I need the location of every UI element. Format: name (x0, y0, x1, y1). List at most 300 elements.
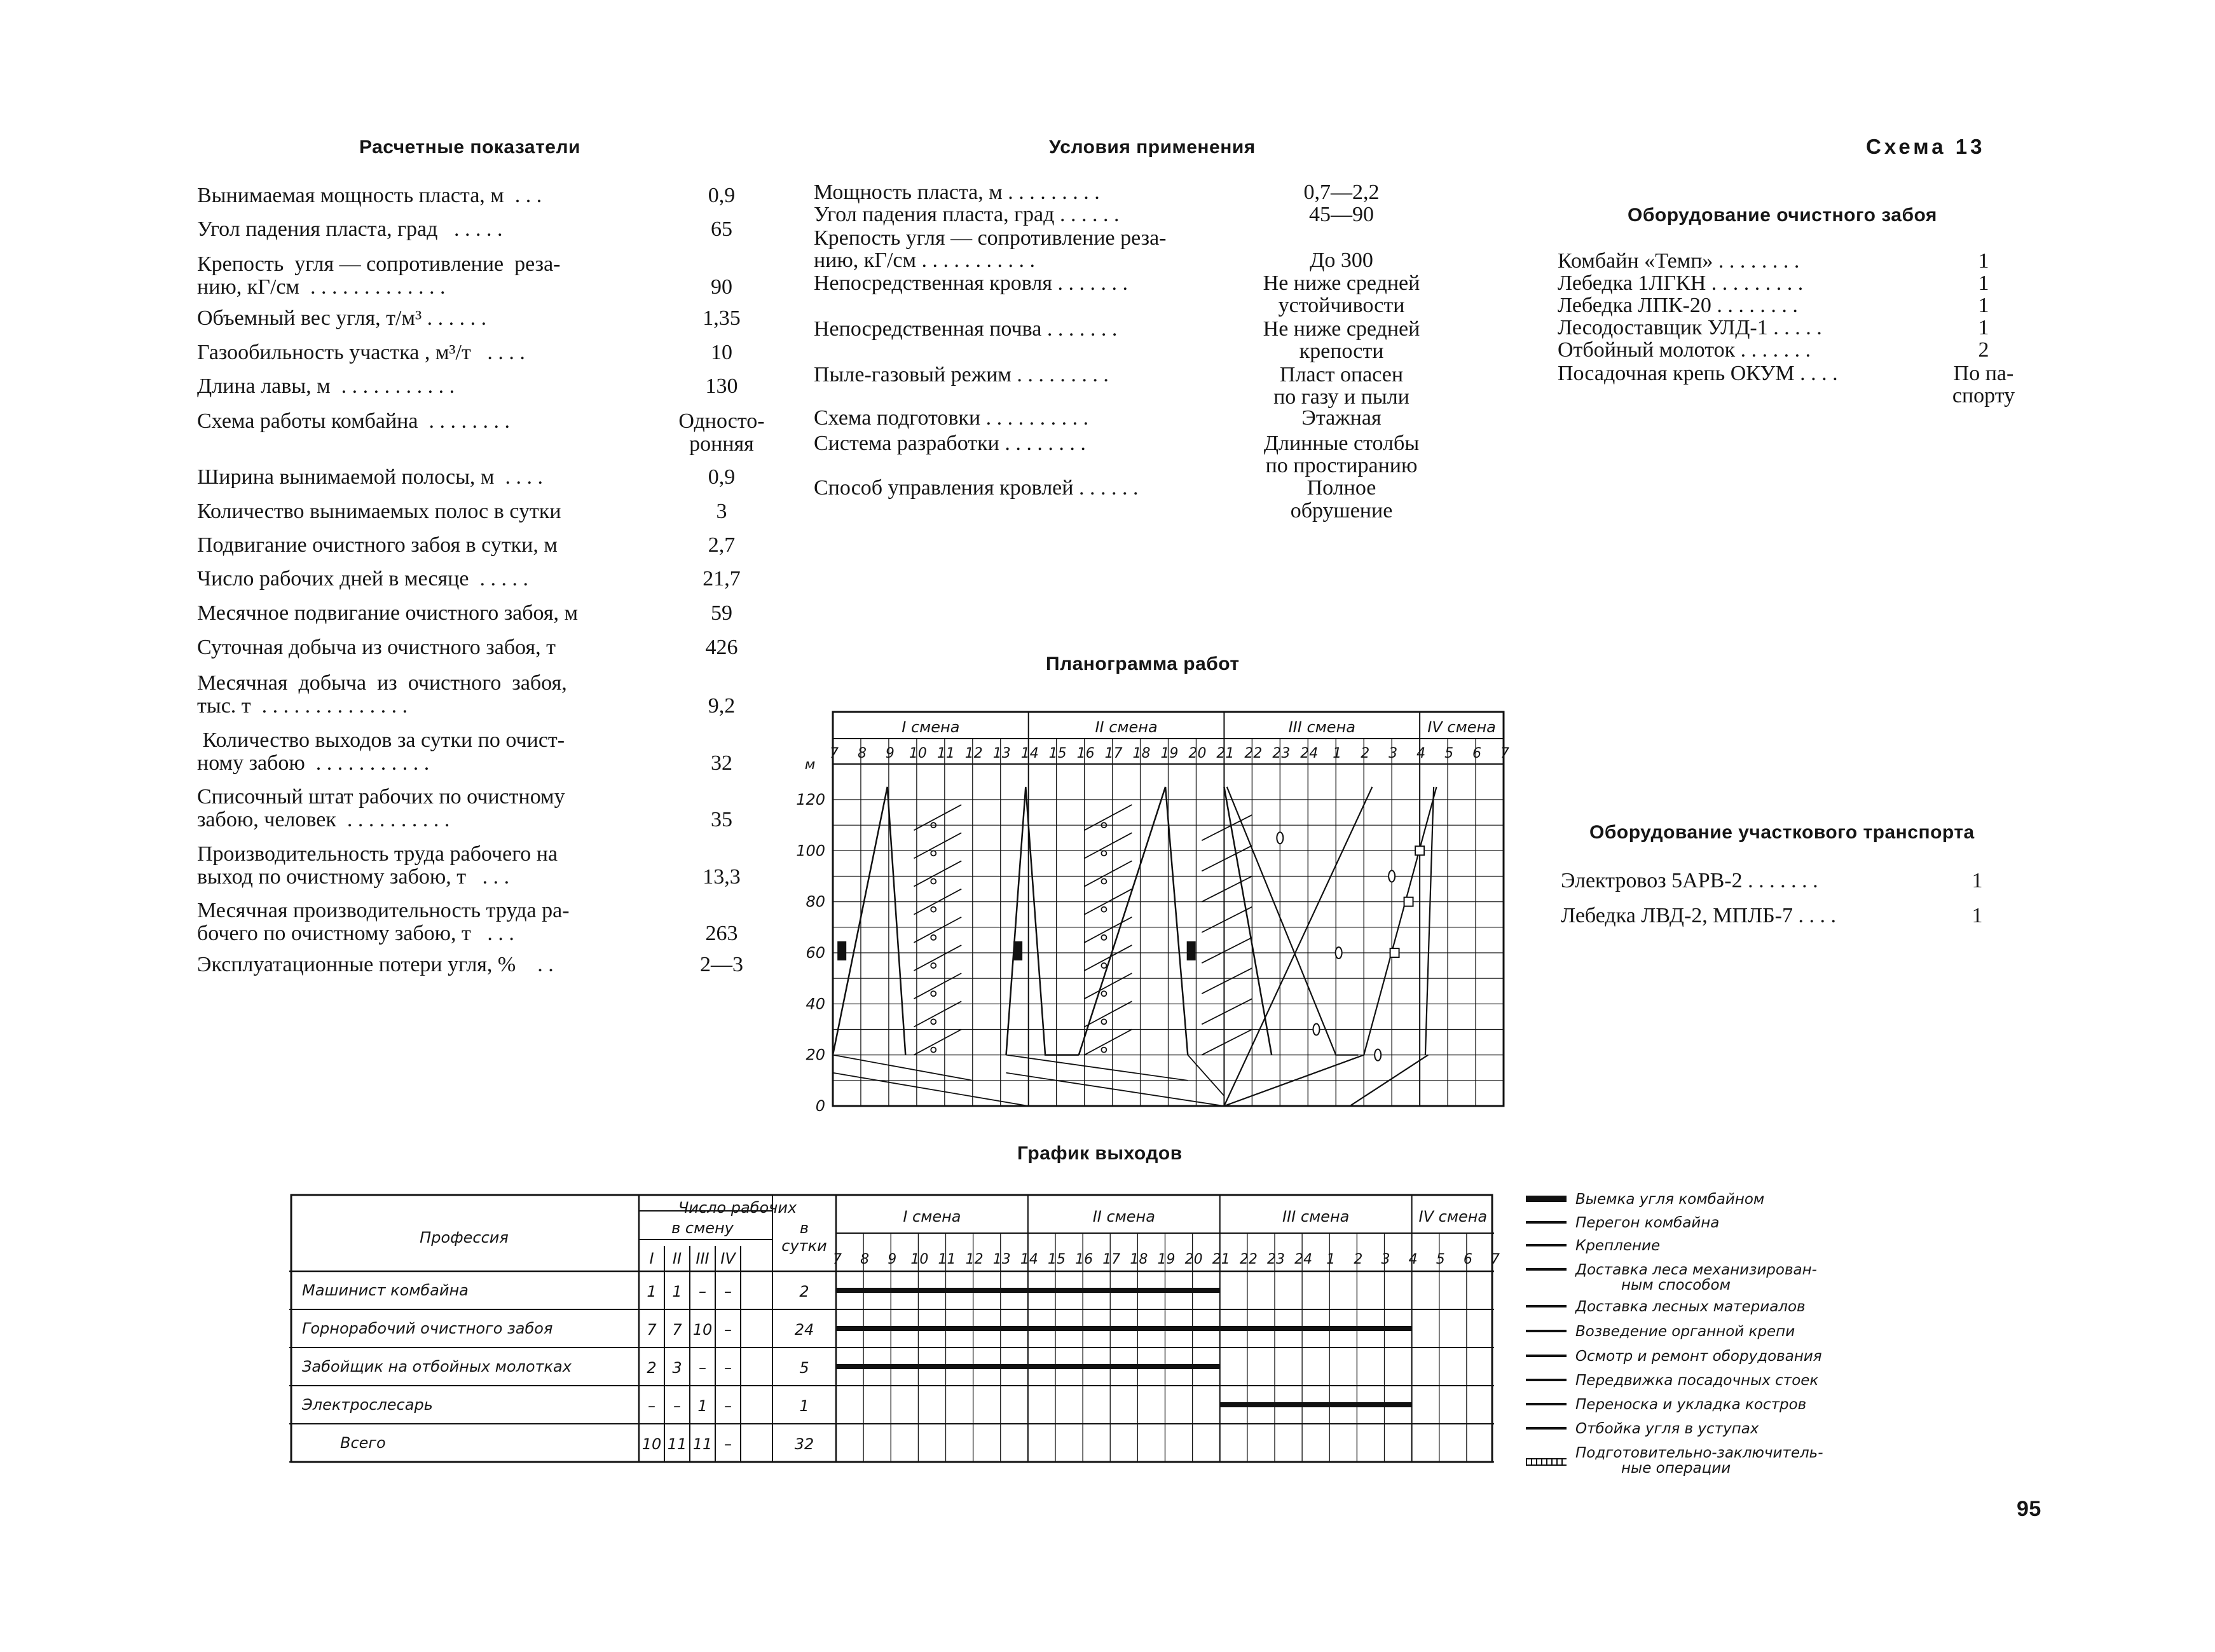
face_equipment-row (1558, 339, 2015, 361)
conditions-row (814, 181, 1424, 203)
workers-header: Число рабочих (678, 1199, 797, 1217)
profession-cell: Машинист комбайна (302, 1281, 469, 1299)
inspection-line (1425, 787, 1434, 1055)
planogram-hour-label: 24 (1300, 746, 1319, 761)
planogram-hour-label: 8 (857, 746, 867, 761)
conditions-row (814, 364, 1424, 408)
calc-value: 2,7 (708, 533, 736, 557)
conditions-label-cont: нию, кГ/см . . . . . . . . . . . (814, 249, 1036, 272)
planogram-y-unit: м (804, 757, 816, 773)
conditions-value: Длинные столбы (1263, 432, 1420, 455)
support-circle (931, 850, 936, 856)
schedule-hour-label: 9 (888, 1252, 897, 1267)
shift-count-cell: – (724, 1435, 732, 1453)
planogram-hour-label: 20 (1188, 746, 1207, 761)
prop-move-icon (1526, 1379, 1567, 1381)
schedule-shift-label: III смена (1282, 1208, 1350, 1225)
support-step (1202, 968, 1252, 993)
face_equipment-value: 1 (1978, 316, 1989, 339)
conditions-value-cont: крепости (1299, 339, 1384, 363)
conditions-value-cont: по газу и пыли (1273, 385, 1409, 409)
shift-col-header: III (696, 1250, 710, 1267)
combine-move-1 (1006, 787, 1026, 1055)
shift-col-header: II (672, 1250, 682, 1267)
calc-label: Длина лавы, м . . . . . . . . . . . (197, 374, 455, 398)
day-count-cell: 32 (794, 1435, 814, 1453)
support-circle (1101, 1048, 1106, 1053)
calc-row (197, 466, 782, 489)
legend-text: Доставка леса механизирован- (1575, 1262, 1817, 1278)
conditions-label: Крепость угля — сопротивление реза- (814, 226, 1167, 250)
ledge-line (833, 1073, 1029, 1106)
support-step (1202, 907, 1252, 932)
calc-value: 32 (711, 751, 732, 775)
profession-cell: Электрослесарь (302, 1396, 433, 1414)
support-step (1085, 805, 1132, 830)
combine-marker (1187, 941, 1196, 960)
schedule-hour-label: 13 (992, 1252, 1011, 1267)
legend-text: Перегон комбайна (1575, 1215, 1720, 1231)
crib-move-icon (1526, 1403, 1567, 1405)
face-equipment-title: Оборудование очистного забоя (1628, 205, 1937, 226)
calc-label: Списочный штат рабочих по очистному (197, 785, 565, 809)
planogram-y-tick: 100 (796, 842, 825, 860)
profession-cell: Горнорабочий очистного забоя (302, 1320, 553, 1337)
calc-label-cont: тыс. т . . . . . . . . . . . . . . (197, 694, 408, 718)
day-count-cell: 24 (794, 1321, 814, 1339)
legend-text: Подготовительно-заключитель- (1575, 1445, 1823, 1461)
combine-cycle-3 (1224, 787, 1272, 1055)
profession-cell: Всего (340, 1434, 386, 1452)
face_equipment-label: Отбойный молоток . . . . . . . (1558, 338, 1811, 362)
mech-timber-delivery-icon (1526, 1268, 1567, 1271)
support-icon (1526, 1244, 1567, 1246)
shift-count-cell: 3 (672, 1359, 682, 1377)
combine-excavation-icon (1526, 1196, 1567, 1202)
planogram-title: Планограмма работ (1046, 653, 1240, 674)
calc-row (197, 636, 782, 659)
legend-text: Крепление (1575, 1238, 1661, 1254)
support-circle (1101, 907, 1106, 912)
calc-value: 10 (711, 341, 732, 364)
support-step (1202, 845, 1252, 871)
support-step (914, 805, 961, 830)
schedule-table (289, 1182, 1500, 1475)
legend-text: Передвижка посадочных стоек (1575, 1372, 1819, 1389)
schedule-hour-label: 19 (1157, 1252, 1176, 1267)
planogram-hour-label: 16 (1076, 746, 1095, 761)
planogram-hour-label: 11 (936, 746, 955, 761)
transport_equipment-row (1561, 870, 2012, 892)
calc-row (197, 899, 782, 945)
conditions-value: 45—90 (1309, 203, 1374, 226)
planogram-y-tick: 20 (806, 1046, 825, 1064)
calc-value: 3 (716, 500, 727, 523)
transport_equipment-value: 1 (1972, 904, 1983, 927)
schedule-hour-label: 20 (1184, 1252, 1203, 1267)
calc-row (197, 568, 782, 590)
support-step (914, 1030, 961, 1055)
legend-text: Отбойка угля в уступах (1575, 1421, 1759, 1437)
calc-label: Объемный вес угля, т/м³ . . . . . . (197, 306, 487, 330)
support-circle (931, 935, 936, 940)
planogram-hour-label: 19 (1160, 746, 1179, 761)
ledge-line (1006, 1073, 1224, 1106)
support-circle (931, 1048, 936, 1053)
conditions-row (814, 407, 1424, 429)
combine-cut-2 (1079, 787, 1165, 1055)
face_equipment-row (1558, 362, 2015, 407)
schedule-hour-label: 17 (1102, 1252, 1121, 1267)
calc-label: Угол падения пласта, град . . . . . (197, 217, 503, 241)
shift-count-cell: – (724, 1283, 732, 1300)
transport_equipment-row (1561, 905, 2012, 927)
support-circle (1101, 991, 1106, 996)
day-count-cell: 2 (799, 1283, 809, 1300)
work-bar (836, 1364, 1220, 1369)
shift-count-cell: – (699, 1283, 706, 1300)
timber-marker (1277, 832, 1283, 843)
prep-final-ops-icon (1526, 1458, 1567, 1466)
profession-cell: Забойщик на отбойных молотках (302, 1358, 572, 1376)
shift-count-cell: 1 (697, 1397, 708, 1415)
calc-row (197, 375, 782, 398)
calc-label: Число рабочих дней в месяце . . . . . (197, 567, 528, 590)
calc-value: 130 (705, 374, 738, 398)
schedule-hour-label: 8 (860, 1252, 870, 1267)
calc-row (197, 843, 782, 889)
face_equipment-row (1558, 250, 2015, 272)
planogram-y-tick: 40 (806, 995, 825, 1013)
support-step (1202, 1030, 1252, 1055)
planogram-shift-label: III смена (1288, 718, 1355, 736)
calc-label: Месячное подвигание очистного забоя, м (197, 601, 579, 625)
support-step (1085, 833, 1132, 858)
planogram-hour-label: 7 (830, 746, 839, 761)
planogram-hour-label: 1 (1333, 746, 1342, 761)
planogram-shift-label: IV смена (1427, 718, 1496, 736)
support-step (1085, 945, 1132, 971)
conditions-label: Непосредственная кровля . . . . . . . (814, 271, 1128, 295)
calc-label: Количество вынимаемых полос в сутки (197, 500, 561, 523)
support-step (1085, 917, 1132, 943)
inspection-icon (1526, 1355, 1567, 1357)
planogram-hour-label: 21 (1216, 746, 1235, 761)
calc-row (197, 672, 782, 718)
face_equipment-label: Посадочная крепь ОКУМ . . . . (1558, 362, 1838, 385)
combine-marker (1013, 941, 1022, 960)
face_equipment-value-cont: спорту (1952, 384, 2015, 407)
support-circle (931, 963, 936, 968)
conditions-value: Этажная (1301, 406, 1382, 430)
support-circle (931, 879, 936, 884)
planogram-hour-label: 5 (1444, 746, 1454, 761)
ledge-breaking-icon (1526, 1427, 1567, 1430)
calc-label-cont: нию, кГ/см . . . . . . . . . . . . . (197, 275, 446, 299)
calc-row (197, 534, 782, 557)
shift-count-cell: 10 (641, 1435, 662, 1453)
conditions-row (814, 432, 1424, 477)
planogram-hour-label: 23 (1272, 746, 1291, 761)
combine-marker (837, 941, 846, 960)
calc-value: Односто- (678, 409, 765, 433)
calc-row (197, 184, 782, 207)
legend-text: Осмотр и ремонт оборудования (1575, 1348, 1822, 1365)
schedule-hour-label: 24 (1294, 1252, 1313, 1267)
shift-count-cell: 11 (692, 1435, 713, 1453)
support-step (1202, 999, 1252, 1024)
face_equipment-value: 1 (1978, 271, 1989, 295)
planogram-hour-label: 15 (1048, 746, 1067, 761)
calc-value: 65 (711, 217, 732, 241)
schedule-hour-label: 2 (1354, 1252, 1363, 1267)
calc-label: Месячная производительность труда ра- (197, 899, 570, 922)
calc-label: Суточная добыча из очистного забоя, т (197, 636, 556, 659)
shift-count-cell: 7 (647, 1321, 657, 1339)
schedule-hour-label: 6 (1463, 1252, 1472, 1267)
face_equipment-value: 1 (1978, 294, 1989, 317)
day-count-cell: 1 (799, 1397, 809, 1415)
support-step (914, 973, 961, 999)
calc-label: Ширина вынимаемой полосы, м . . . . (197, 465, 543, 489)
planogram-hour-label: 9 (885, 746, 895, 761)
schedule-shift-label: IV смена (1418, 1208, 1488, 1225)
shift-count-cell: – (724, 1359, 732, 1377)
shift-count-cell: – (648, 1397, 655, 1415)
schedule-hour-label: 23 (1267, 1252, 1285, 1267)
legend-text: Выемка угля комбайном (1575, 1191, 1765, 1208)
face_equipment-label: Комбайн «Темп» . . . . . . . . (1558, 249, 1800, 273)
face_equipment-row (1558, 272, 2015, 294)
support-circle (1101, 963, 1106, 968)
combine-move-icon (1526, 1221, 1567, 1224)
organ-support-icon (1526, 1330, 1567, 1332)
shift-count-cell: – (724, 1397, 732, 1415)
calc-label: Крепость угля — сопротивление реза- (197, 252, 561, 276)
conditions-value: Пласт опасен (1279, 363, 1404, 386)
shift-count-cell: 1 (672, 1283, 682, 1300)
support-step (914, 1001, 961, 1027)
calc-label: Схема работы комбайна . . . . . . . . (197, 409, 510, 433)
calc-value: 0,9 (708, 184, 736, 207)
calc-label: Месячная добыча из очистного забоя, (197, 671, 567, 695)
legend-text-cont: ным способом (1621, 1277, 1731, 1294)
calc-label: Эксплуатационные потери угля, % . . (197, 953, 554, 976)
calc-row (197, 729, 782, 775)
schedule-hour-label: 21 (1212, 1252, 1230, 1267)
calc-label-cont: забою, человек . . . . . . . . . . (197, 808, 450, 831)
organ-line (1227, 787, 1359, 1055)
shift-count-cell: 7 (672, 1321, 682, 1339)
timber-marker (1336, 947, 1342, 959)
schedule-hour-label: 16 (1075, 1252, 1094, 1267)
calc-value: 59 (711, 601, 732, 625)
legend-text: Переноска и укладка костров (1575, 1396, 1807, 1413)
combine-cycle-1 (833, 787, 905, 1055)
face_equipment-label: Лебедка 1ЛГКН . . . . . . . . . (1558, 271, 1804, 295)
timber-delivery-icon (1526, 1305, 1567, 1307)
schedule-hour-label: 1 (1326, 1252, 1336, 1267)
support-circle (1101, 850, 1106, 856)
schedule-hour-label: 11 (938, 1252, 956, 1267)
support-circle (931, 907, 936, 912)
conditions-value: Не ниже средней (1263, 317, 1420, 341)
calc-row (197, 953, 782, 976)
conditions-label: Пыле-газовый режим . . . . . . . . . (814, 363, 1109, 386)
prop-move-line (1224, 787, 1436, 1106)
schedule-hour-label: 14 (1020, 1252, 1038, 1267)
calc-label: Подвигание очистного забоя в сутки, м (197, 533, 558, 557)
planogram-hour-label: 3 (1389, 746, 1398, 761)
support-step (1085, 1030, 1132, 1055)
conditions-label: Система разработки . . . . . . . . (814, 432, 1086, 455)
shift-count-cell: – (699, 1359, 706, 1377)
schedule-hour-label: 15 (1048, 1252, 1066, 1267)
support-step (1202, 938, 1252, 963)
work-bar (836, 1288, 1220, 1293)
conditions-row (814, 203, 1424, 226)
planogram-hour-label: 6 (1472, 746, 1482, 761)
transport_equipment-label: Электровоз 5АРВ-2 . . . . . . . (1561, 869, 1818, 892)
combine-cycle-2b (1025, 787, 1079, 1055)
shift-count-cell: 10 (692, 1321, 713, 1339)
shift-col-header: IV (720, 1250, 736, 1267)
support-step (1085, 861, 1132, 886)
calc-value: 9,2 (708, 694, 736, 718)
planogram-hour-label: 18 (1132, 746, 1151, 761)
schedule-hour-label: 3 (1381, 1252, 1390, 1267)
calc-value: 13,3 (703, 865, 741, 889)
conditions-row (814, 227, 1424, 271)
schedule-hour-label: 18 (1130, 1252, 1148, 1267)
planogram-hour-label: 22 (1244, 746, 1263, 761)
timber-marker (1375, 1049, 1381, 1061)
support-circle (1101, 935, 1106, 940)
calc-label-cont: ному забою . . . . . . . . . . . (197, 751, 430, 775)
shift-count-cell: 2 (647, 1359, 657, 1377)
legend-text: Доставка лесных материалов (1575, 1299, 1806, 1315)
transport_equipment-value: 1 (1972, 869, 1983, 892)
schedule-hour-label: 22 (1239, 1252, 1258, 1267)
calc-row (197, 410, 782, 456)
planogram-hour-label: 13 (992, 746, 1011, 761)
support-step (914, 945, 961, 971)
planogram-hour-label: 14 (1020, 746, 1039, 761)
calc-row (197, 253, 782, 299)
conditions-value: До 300 (1310, 249, 1373, 272)
schedule-shift-label: II смена (1092, 1208, 1155, 1225)
profession-header: Профессия (420, 1229, 509, 1246)
calc-label-cont: бочего по очистному забою, т . . . (197, 922, 514, 945)
face_equipment-value: По па- (1953, 362, 2014, 385)
face_equipment-value: 2 (1978, 338, 1989, 362)
shift-count-cell: 11 (667, 1435, 687, 1453)
calc-value: 35 (711, 808, 732, 831)
face_equipment-row (1558, 317, 2015, 339)
work-bar (836, 1326, 1412, 1331)
support-step (914, 861, 961, 886)
legend-text-cont: ные операции (1621, 1460, 1731, 1477)
shift-count-cell: – (673, 1397, 681, 1415)
prop-move-marker (1390, 948, 1399, 957)
shift-count-cell: 1 (647, 1283, 657, 1300)
shift-count-cell: – (724, 1321, 732, 1339)
conditions-label: Непосредственная почва . . . . . . . (814, 317, 1118, 341)
conditions-row (814, 476, 1424, 522)
support-circle (1101, 879, 1106, 884)
calc-label: Вынимаемая мощность пласта, м . . . (197, 184, 542, 207)
schedule-hour-label: 5 (1436, 1252, 1445, 1267)
calc-row (197, 307, 782, 330)
schedule-hour-label: 7 (833, 1252, 842, 1267)
planogram-shift-label: I смена (902, 718, 960, 736)
support-step (914, 833, 961, 858)
conditions-value: Не ниже средней (1263, 271, 1420, 295)
support-step (1085, 973, 1132, 999)
transport_equipment-label: Лебедка ЛВД-2, МПЛБ-7 . . . . (1561, 904, 1836, 927)
support-step (914, 917, 961, 943)
conditions-value-cont: по простиранию (1265, 454, 1418, 477)
calc-row (197, 218, 782, 241)
calc-value: 263 (705, 922, 738, 945)
conditions-label: Угол падения пласта, град . . . . . . (814, 203, 1120, 226)
planogram-y-tick: 120 (796, 791, 825, 809)
planogram-hour-label: 10 (909, 746, 927, 761)
conditions-label: Способ управления кровлей . . . . . . (814, 476, 1139, 500)
planogram-shift-label: II смена (1095, 718, 1158, 736)
planogram-y-tick: 0 (815, 1097, 825, 1115)
schedule-hour-label: 10 (910, 1252, 929, 1267)
face_equipment-label: Лесодоставщик УЛД-1 . . . . . (1558, 316, 1822, 339)
conditions-label: Мощность пласта, м . . . . . . . . . (814, 181, 1100, 204)
face_equipment-label: Лебедка ЛПК-20 . . . . . . . . (1558, 294, 1798, 317)
schedule-title: График выходов (1017, 1143, 1183, 1164)
face_equipment-value: 1 (1978, 249, 1989, 273)
page-number: 95 (2017, 1497, 2041, 1521)
planogram-hour-label: 12 (964, 746, 983, 761)
calc-row (197, 341, 782, 364)
schedule-hour-label: 7 (1491, 1252, 1500, 1267)
planogram-hour-label: 7 (1500, 746, 1509, 761)
conditions-value: 0,7—2,2 (1303, 181, 1380, 204)
calc-row (197, 500, 782, 523)
planogram-hour-label: 17 (1104, 746, 1123, 761)
planogram-chart (788, 699, 1513, 1119)
face_equipment-row (1558, 294, 2015, 317)
prop-move-marker (1404, 898, 1413, 906)
conditions-title: Условия применения (1049, 137, 1256, 158)
calc-row (197, 786, 782, 831)
planogram-hour-label: 2 (1361, 746, 1370, 761)
calc-value: 1,35 (703, 306, 741, 330)
calc-label: Газообильность участка , м³/т . . . . (197, 341, 525, 364)
calc-title: Расчетные показатели (359, 137, 580, 158)
ledge-line (1188, 1055, 1224, 1096)
conditions-row (814, 272, 1424, 317)
support-circle (1101, 1019, 1106, 1024)
calc-label: Количество выходов за сутки по очист- (197, 728, 565, 752)
support-circle (931, 991, 936, 996)
work-bar (1220, 1402, 1412, 1407)
conditions-row (814, 318, 1424, 362)
scheme-label: Схема 13 (1866, 135, 1985, 158)
calc-value: 21,7 (703, 567, 741, 590)
schedule-hour-label: 12 (965, 1252, 984, 1267)
per-day-header: в (799, 1219, 809, 1237)
support-circle (931, 1019, 936, 1024)
schedule-shift-label: I смена (903, 1208, 961, 1225)
calc-label: Производительность труда рабочего на (197, 842, 558, 866)
